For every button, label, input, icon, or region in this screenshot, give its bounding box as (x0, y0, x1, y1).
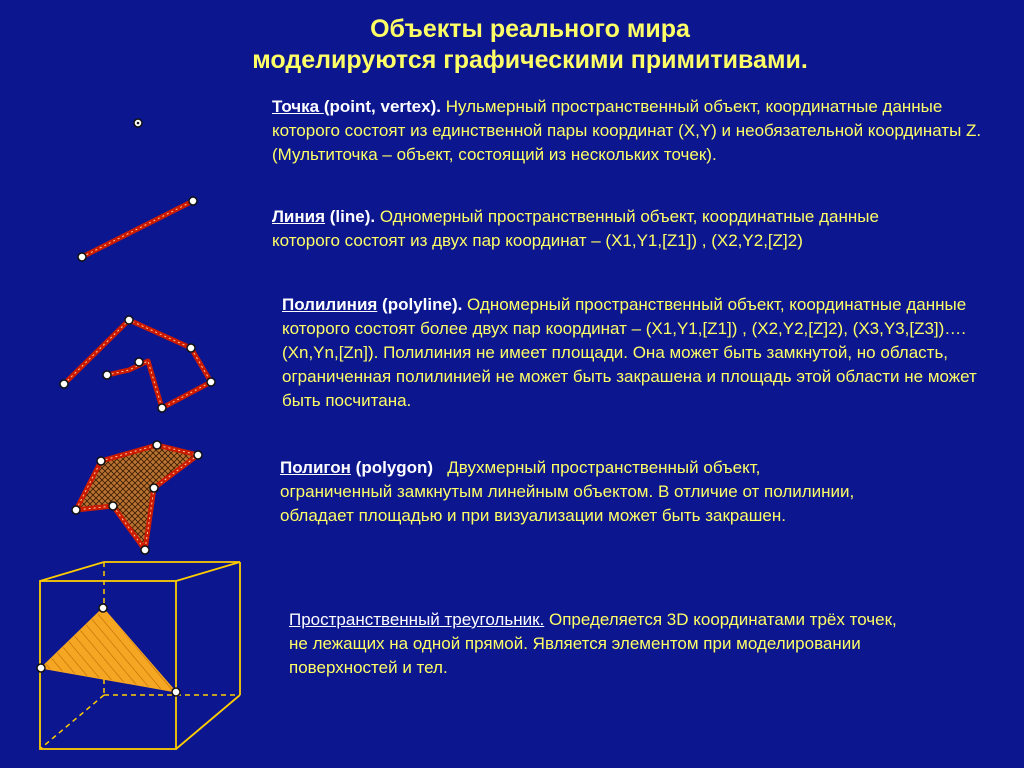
polyline-term: Полилиния (282, 295, 378, 314)
triangle-description (289, 608, 919, 680)
polygon-term: Полигон (280, 458, 351, 477)
point-eng: (point, vertex). (323, 97, 441, 116)
triangle-term: Пространственный треугольник. (289, 610, 545, 629)
line-text: Одномерный пространственный объект, координатные данные которого состоят из двух пар координат – (X1,Y1,[Z1]) , (X2,Y2,[Z]2) (272, 207, 879, 250)
polyline-eng: (polyline). (377, 295, 463, 314)
polyline-description (282, 293, 982, 413)
polygon-text: Двухмерный пространственный объект, ограниченный замкнутым линейным объектом. В отличие от полилинии, обладает площадью и при визуализации может быть закрашен. (280, 458, 859, 525)
line-eng: (line). (325, 207, 376, 226)
point-term: Точка (272, 97, 324, 116)
point-text: Нульмерный пространственный объект, координатные данные которого состоят из единственной пары координат (X,Y) и необязательной координаты Z. (Мультиточка – объект, состоящий из нескольких точек). (272, 97, 982, 164)
line-description (272, 205, 922, 253)
cube-triangle-figure (37, 562, 240, 749)
polyline-text: Одномерный пространственный объект, координатные данные которого состоят более двух пар координат – (X1,Y1,[Z1]) , (X2,Y2,[Z]2), (X3,Y3,[Z3])…. (Xn,Yn,[Zn]). Полилиния не имеет площади. Она может быть замкнутой, но область, ограниченная полилинией не может быть закрашена и площадь этой области не может быть посчитана. (282, 295, 977, 410)
polyline-figure (60, 316, 215, 412)
point-figure (134, 119, 142, 127)
title-line-2: моделируются графическими примитивами. (252, 46, 808, 74)
title-line-1: Объекты реального мира (370, 15, 690, 43)
triangle-text: Определяется 3D координатами трёх точек, не лежащих на одной прямой. Является элементом при моделировании поверхностей и тел. (289, 610, 897, 677)
polygon-figure (72, 441, 202, 554)
line-term: Линия (272, 207, 326, 226)
point-description (272, 95, 992, 167)
polygon-eng: (polygon) (350, 458, 434, 477)
line-figure (78, 197, 197, 261)
polygon-description (280, 456, 860, 528)
